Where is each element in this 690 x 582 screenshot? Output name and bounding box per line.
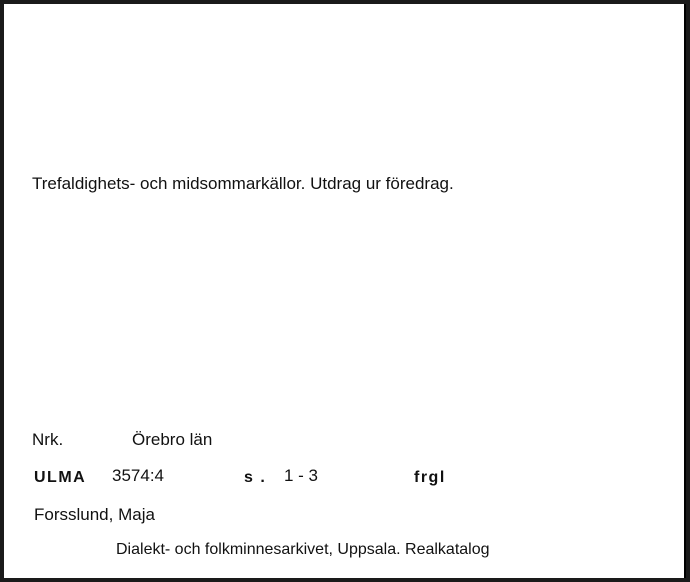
record-number: 3574:4 <box>112 466 164 485</box>
author-name: Forsslund, Maja <box>34 505 155 524</box>
pages-label: s . <box>244 469 267 486</box>
catalog-card <box>4 4 686 578</box>
pages-range: 1 - 3 <box>284 466 319 485</box>
archive-code: ULMA <box>34 469 87 486</box>
card-footer: Dialekt- och folkminnesarkivet, Uppsala. Realkatalog <box>116 541 490 558</box>
category-label: Nrk. <box>32 430 64 449</box>
type-code: frgl <box>414 469 446 486</box>
card-title: Trefaldighets- och midsommarkällor. Utdrag ur föredrag. <box>32 174 454 193</box>
region-label: Örebro län <box>132 430 213 449</box>
